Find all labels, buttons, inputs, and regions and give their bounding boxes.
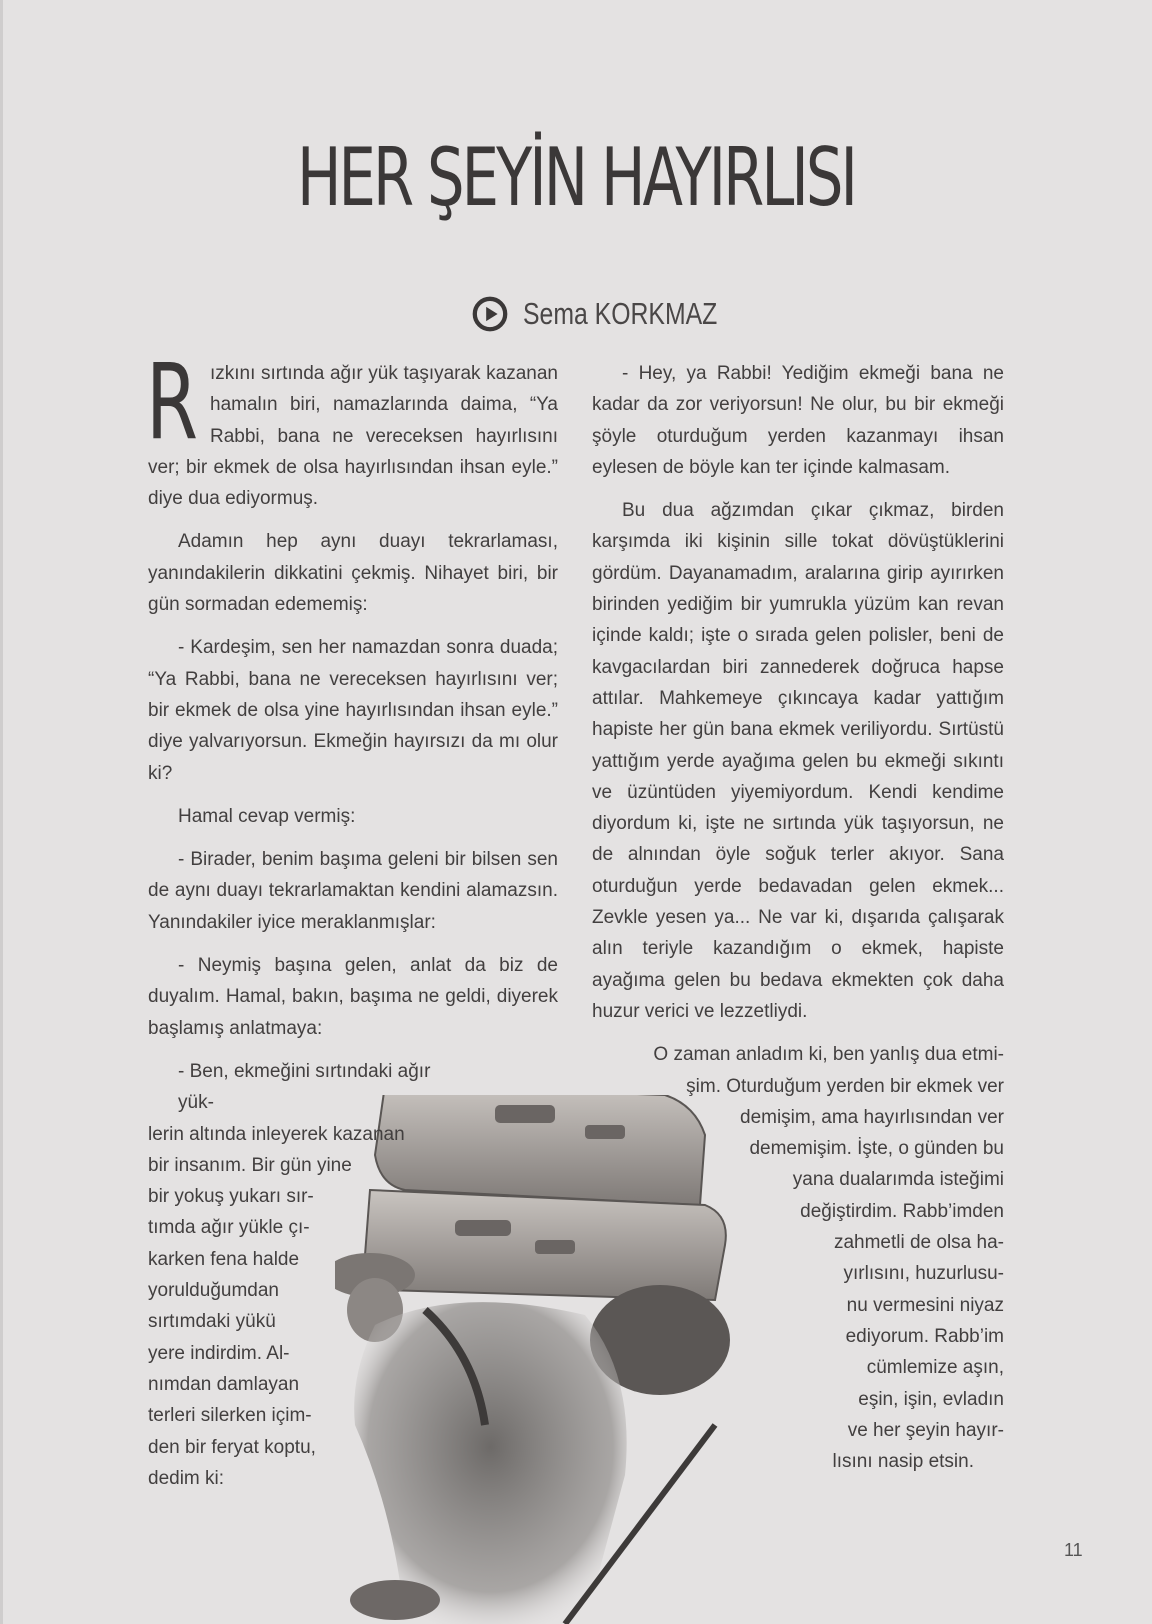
text-line: lerin altında inleyerek kazanan bbox=[148, 1123, 405, 1145]
text-line: değiştirdim. Rabb’imden bbox=[800, 1200, 1004, 1222]
paragraph-r3 bbox=[592, 1039, 1004, 1477]
author-name: Sema KORKMAZ bbox=[523, 296, 718, 331]
text-line: ve her şeyin hayır- bbox=[847, 1419, 1004, 1441]
text-line: eşin, işin, evladın bbox=[858, 1388, 1004, 1410]
paragraph-3: - Kardeşim, sen her namazdan sonra duada; “Ya Rabbi, bana ne vereceksen hayırlısını ver; bir ekmek de olsa yine hayırlısından ihsan eyle.” diye yalvarıyorsun. Ekmeğin hayırsızı da mı olur ki? bbox=[148, 637, 558, 784]
text-line: nımdan damlayan bbox=[148, 1373, 300, 1395]
text-line: terleri silerken içim- bbox=[148, 1405, 312, 1427]
text-line: nu vermesini niyaz bbox=[846, 1294, 1004, 1316]
text-line: bir yokuş yukarı sır- bbox=[148, 1186, 314, 1208]
text-line: karken fena halde bbox=[148, 1248, 300, 1270]
text-line: O zaman anladım ki, ben yanlış dua etmi- bbox=[653, 1044, 1004, 1066]
text-line: demişim, ama hayırlısından ver bbox=[740, 1106, 1004, 1128]
drop-cap: R bbox=[146, 341, 199, 463]
paragraph-5: - Birader, benim başıma geleni bir bilsen sen de aynı duayı tekrarlamaktan kendini alamazsın. Yanındakiler iyice meraklanmışlar: bbox=[148, 849, 558, 933]
paragraph-1-text: ızkını sırtında ağır yük taşıyarak kazanan hamalın biri, namazlarında daima, “Ya Rabbi, bana ne vereceksen hayırlısını ver; bir ekmek de olsa hayırlısından ihsan eyle.” diye dua ediyormuş. bbox=[148, 363, 558, 510]
paragraph-r2: Bu dua ağzımdan çıkar çıkmaz, birden karşımda iki kişinin sille tokat dövüştüklerini gördüm. Dayanamadım, aralarına girip ayırırken birinden yediğim bir yumrukla yüzüm kan revan içinde kaldı; işte o sırada gelen polisler, beni de kavgacılardan biri zannederek doğruca hapse attılar. Mahkemeye çıkıncaya kadar yattığım hapiste her gün bana ekmek veriliyordu. Sırtüstü yattığım yerde ayağıma gelen bu ekmeği sıkıntı ve üzüntüden yiyemiyordum. Kendi kendime diyordum ki, işte ne sırtında yük taşıyorsun, ne de alnından öyle soğuk terler akıyor. Sana oturduğun yerde bedavadan gelen ekmek... Zevkle yesen ya... Ne var ki, dışarıda çalışarak alın teriyle kazandığım o ekmek, hapiste ayağıma gelen bu bedava ekmekten çok daha huzur verici ve lezzetliydi. bbox=[592, 500, 1004, 1022]
left-column bbox=[146, 341, 558, 1494]
text-line: den bir feryat koptu, bbox=[148, 1436, 316, 1458]
text-line: lısını nasip etsin. bbox=[832, 1451, 974, 1473]
text-line: zahmetli de olsa ha- bbox=[833, 1232, 1004, 1254]
text-line: - Ben, ekmeğini sırtındaki ağır yük- bbox=[178, 1060, 431, 1114]
article-title: HER ŞEYİN HAYIRLISI bbox=[296, 131, 855, 224]
text-line: yere indirdim. Al- bbox=[148, 1342, 290, 1364]
text-line: cümlemize aşın, bbox=[866, 1357, 1004, 1379]
paragraph-7 bbox=[148, 1056, 558, 1494]
paragraph-6: - Neymiş başına gelen, anlat da biz de duyalım. Hamal, bakın, başıma ne geldi, diyerek başlamış anlatmaya: bbox=[148, 955, 558, 1039]
paragraph-2: Adamın hep aynı duayı tekrarlaması, yanındakilerin dikkatini çekmiş. Nihayet biri, bir gün sormadan edememiş: bbox=[148, 531, 558, 616]
page-number: 11 bbox=[1064, 1540, 1083, 1560]
text-line: dedim ki: bbox=[148, 1467, 225, 1489]
text-line: ediyorum. Rabb’im bbox=[845, 1325, 1004, 1347]
text-line: dememişim. İşte, o günden bu bbox=[749, 1138, 1004, 1160]
text-line: şim. Oturduğum yerden bir ekmek ver bbox=[686, 1075, 1004, 1097]
author-byline bbox=[471, 294, 766, 334]
text-line: sırtımdaki yükü bbox=[148, 1311, 276, 1333]
text-line: yırlısını, huzurlusu- bbox=[843, 1263, 1004, 1285]
text-line: yorulduğumdan bbox=[148, 1280, 279, 1302]
text-line: yana dualarımda isteğimi bbox=[792, 1169, 1004, 1191]
paragraph-1 bbox=[146, 341, 558, 514]
paragraph-4: Hamal cevap vermiş: bbox=[178, 805, 356, 827]
paragraph-r1: - Hey, ya Rabbi! Yediğim ekmeği bana ne kadar da zor veriyorsun! Ne olur, bu bir ekmeği şöyle oturduğum yerden kazanmayı ihsan eylesen de böyle kan ter içinde kalmasam. bbox=[592, 363, 1004, 478]
right-column bbox=[592, 358, 1004, 1477]
play-circle-icon bbox=[471, 295, 509, 333]
page-edge bbox=[0, 0, 3, 1624]
text-line: bir insanım. Bir gün yine bbox=[148, 1154, 352, 1176]
text-line: tımda ağır yükle çı- bbox=[148, 1217, 310, 1239]
